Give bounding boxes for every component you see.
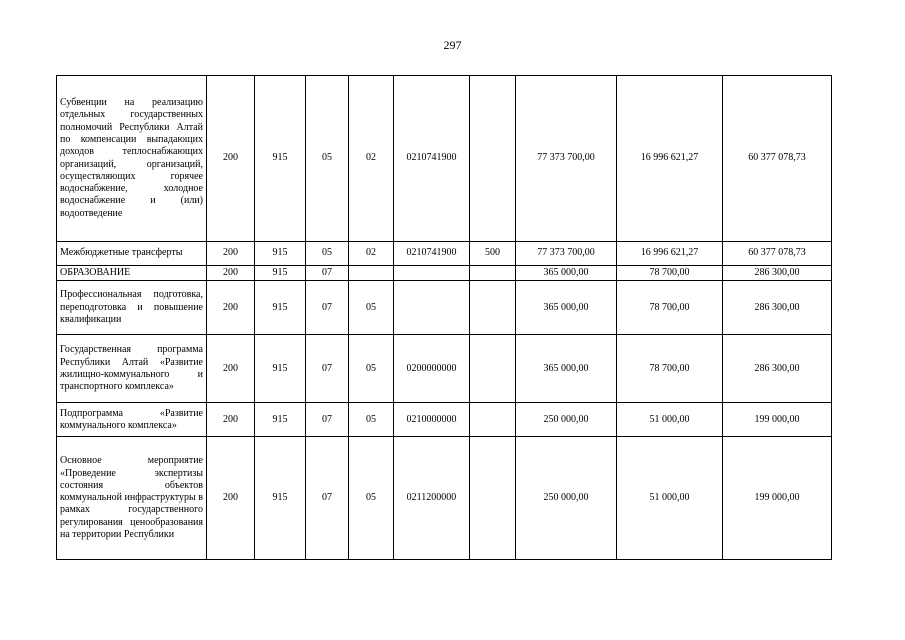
row-section: 07 (306, 437, 349, 560)
row-amount-executed: 78 700,00 (617, 281, 723, 335)
row-subsection: 02 (349, 242, 394, 266)
row-name: Государственная программа Республики Алтай «Развитие жилищно-коммунального и транспортного комплекса» (57, 335, 207, 403)
row-name: Субвенции на реализацию отдельных государственных полномочий Республики Алтай по компенсации выпадающих доходов теплоснабжающих организаций, организаций, осуществляющих горячее водоснабжение, холодное водоснабжение и (или) водоотведение (57, 76, 207, 242)
table-row (57, 266, 832, 281)
row-code-ministry: 915 (255, 403, 306, 437)
row-amount-executed: 78 700,00 (617, 335, 723, 403)
row-code-ministry: 915 (255, 242, 306, 266)
row-amount-executed: 16 996 621,27 (617, 76, 723, 242)
row-subsection: 05 (349, 281, 394, 335)
row-section: 07 (306, 266, 349, 281)
row-code-admin: 200 (207, 403, 255, 437)
row-amount-executed: 51 000,00 (617, 437, 723, 560)
row-amount-planned: 365 000,00 (516, 281, 617, 335)
row-subsection (349, 266, 394, 281)
row-section: 05 (306, 76, 349, 242)
row-amount-remaining: 60 377 078,73 (723, 76, 832, 242)
row-code-admin: 200 (207, 335, 255, 403)
row-name: Подпрограмма «Развитие коммунального комплекса» (57, 403, 207, 437)
row-amount-planned: 250 000,00 (516, 437, 617, 560)
row-amount-remaining: 60 377 078,73 (723, 242, 832, 266)
row-amount-planned: 365 000,00 (516, 335, 617, 403)
row-subsection: 02 (349, 76, 394, 242)
row-amount-remaining: 286 300,00 (723, 335, 832, 403)
row-name: Основное мероприятие «Проведение экспертизы состояния объектов коммунальной инфраструктуры в рамках государственного регулирования ценообразования на территории Республики (57, 437, 207, 560)
row-amount-planned: 77 373 700,00 (516, 76, 617, 242)
row-expense-type (470, 437, 516, 560)
row-section: 05 (306, 242, 349, 266)
row-amount-planned: 250 000,00 (516, 403, 617, 437)
row-expense-type (470, 403, 516, 437)
row-code-ministry: 915 (255, 266, 306, 281)
table-row (57, 403, 832, 437)
row-expense-type (470, 266, 516, 281)
row-code-admin: 200 (207, 76, 255, 242)
row-expense-type (470, 76, 516, 242)
row-target-article: 0211200000 (394, 437, 470, 560)
page-number: 297 (443, 38, 462, 52)
row-target-article: 0210741900 (394, 242, 470, 266)
row-code-admin: 200 (207, 281, 255, 335)
row-code-admin: 200 (207, 437, 255, 560)
row-code-admin: 200 (207, 242, 255, 266)
row-target-article (394, 266, 470, 281)
row-amount-remaining: 199 000,00 (723, 437, 832, 560)
row-code-ministry: 915 (255, 335, 306, 403)
row-expense-type (470, 335, 516, 403)
row-name: Профессиональная подготовка, переподготовка и повышение квалификации (57, 281, 207, 335)
row-target-article (394, 281, 470, 335)
row-code-admin: 200 (207, 266, 255, 281)
row-code-ministry: 915 (255, 437, 306, 560)
row-amount-executed: 16 996 621,27 (617, 242, 723, 266)
budget-table (56, 75, 832, 560)
row-code-ministry: 915 (255, 76, 306, 242)
row-amount-remaining: 286 300,00 (723, 281, 832, 335)
row-subsection: 05 (349, 403, 394, 437)
table-row (57, 242, 832, 266)
row-amount-remaining: 286 300,00 (723, 266, 832, 281)
row-section: 07 (306, 281, 349, 335)
table-row (57, 437, 832, 560)
row-amount-planned: 365 000,00 (516, 266, 617, 281)
row-expense-type (470, 281, 516, 335)
row-code-ministry: 915 (255, 281, 306, 335)
row-target-article: 0210741900 (394, 76, 470, 242)
row-amount-remaining: 199 000,00 (723, 403, 832, 437)
row-target-article: 0200000000 (394, 335, 470, 403)
row-amount-executed: 51 000,00 (617, 403, 723, 437)
row-section: 07 (306, 403, 349, 437)
row-expense-type: 500 (470, 242, 516, 266)
row-target-article: 0210000000 (394, 403, 470, 437)
row-name: Межбюджетные трансферты (57, 242, 207, 266)
row-amount-planned: 77 373 700,00 (516, 242, 617, 266)
table-row (57, 281, 832, 335)
row-amount-executed: 78 700,00 (617, 266, 723, 281)
row-subsection: 05 (349, 335, 394, 403)
row-section: 07 (306, 335, 349, 403)
table-row (57, 335, 832, 403)
table-row (57, 76, 832, 242)
row-subsection: 05 (349, 437, 394, 560)
row-name: ОБРАЗОВАНИЕ (57, 266, 207, 281)
